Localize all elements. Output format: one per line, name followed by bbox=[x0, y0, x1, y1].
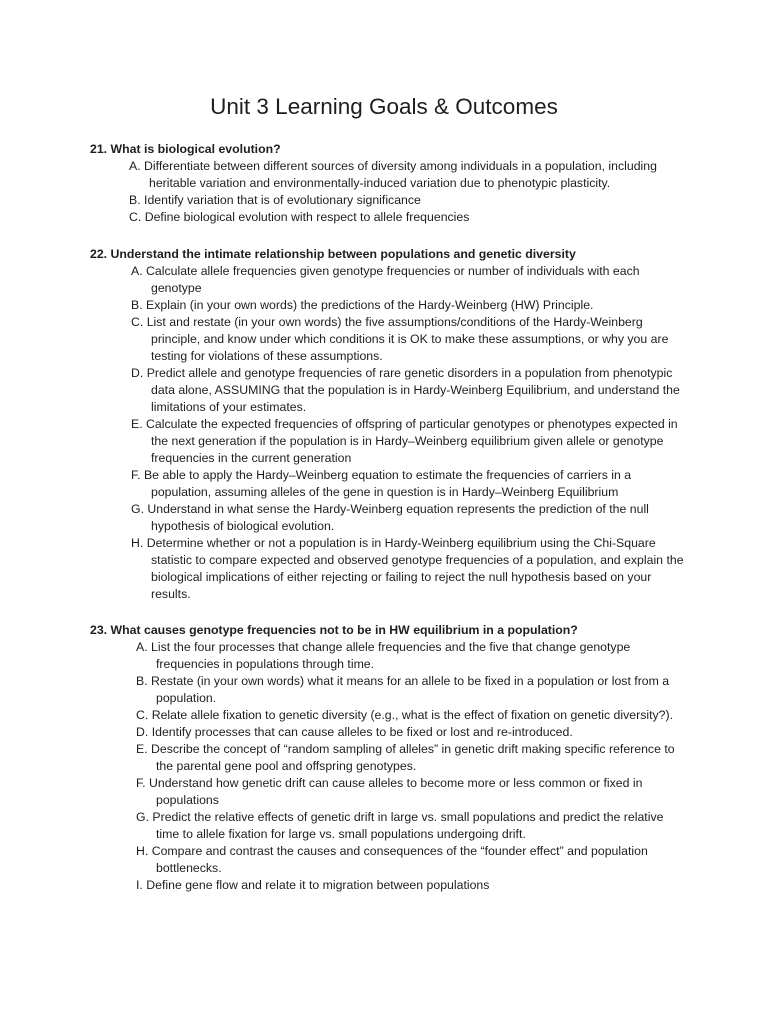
learning-goal-item: F. Be able to apply the Hardy–Weinberg equation to estimate the frequencies of carriers in a population, assuming alleles of the gene in question is in Hardy–Weinberg Equilibrium bbox=[131, 468, 632, 499]
learning-goal-list bbox=[90, 639, 690, 894]
learning-goal-item: F. Understand how genetic drift can cause alleles to become more or less common or fixed in populations bbox=[136, 776, 643, 807]
section-heading: 22. Understand the intimate relationship between populations and genetic diversity bbox=[90, 247, 576, 261]
learning-goal-item: I. Define gene flow and relate it to migration between populations bbox=[136, 878, 490, 892]
learning-goal-item: G. Predict the relative effects of genetic drift in large vs. small populations and predict the relative time to allele fixation for large vs. small populations undergoing drift. bbox=[136, 810, 664, 841]
learning-goal-item: G. Understand in what sense the Hardy-Weinberg equation represents the prediction of the null hypothesis of biological evolution. bbox=[131, 502, 649, 533]
learning-goal-item: A. List the four processes that change allele frequencies and the five that change genotype frequencies in populations through time. bbox=[136, 640, 631, 671]
learning-goal-list bbox=[90, 158, 690, 226]
learning-goal-item: B. Restate (in your own words) what it means for an allele to be fixed in a population or lost from a population. bbox=[136, 674, 670, 705]
learning-goal-item: A. Calculate allele frequencies given genotype frequencies or number of individuals with each genotype bbox=[131, 264, 640, 295]
learning-goal-list bbox=[90, 263, 690, 603]
page-title: Unit 3 Learning Goals & Outcomes bbox=[210, 94, 558, 119]
learning-goal-item: B. Identify variation that is of evolutionary significance bbox=[129, 193, 421, 207]
learning-goal-item: E. Calculate the expected frequencies of offspring of particular genotypes or phenotypes expected in the next generation if the population is in Hardy–Weinberg equilibrium given allele or genotype frequencies in the current generation bbox=[131, 417, 678, 465]
section-23 bbox=[90, 622, 690, 894]
learning-goal-item: C. Define biological evolution with respect to allele frequencies bbox=[129, 210, 470, 224]
learning-goal-item: E. Describe the concept of “random sampling of alleles” in genetic drift making specific reference to the parental gene pool and offspring genotypes. bbox=[136, 742, 675, 773]
learning-goal-item: A. Differentiate between different sources of diversity among individuals in a population, including heritable variation and environmentally-induced variation due to phenotypic plasticity. bbox=[129, 159, 657, 190]
learning-goal-item: D. Predict allele and genotype frequencies of rare genetic disorders in a population from phenotypic data alone, ASSUMING that the population is in Hardy-Weinberg Equilibrium, and understand the limitations of your estimates. bbox=[131, 366, 680, 414]
learning-goal-item: H. Compare and contrast the causes and consequences of the “founder effect” and population bottlenecks. bbox=[136, 844, 648, 875]
learning-goal-item: C. List and restate (in your own words) the five assumptions/conditions of the Hardy-Weinberg principle, and know under which conditions it is OK to make these assumptions, or why you are testing for violations of these assumptions. bbox=[131, 315, 669, 363]
learning-goal-item: D. Identify processes that can cause alleles to be fixed or lost and re-introduced. bbox=[136, 725, 573, 739]
learning-goal-item: B. Explain (in your own words) the predictions of the Hardy-Weinberg (HW) Principle. bbox=[131, 298, 594, 312]
section-21 bbox=[90, 141, 690, 226]
section-heading: 21. What is biological evolution? bbox=[90, 142, 281, 156]
section-heading: 23. What causes genotype frequencies not to be in HW equilibrium in a population? bbox=[90, 623, 578, 637]
section-22 bbox=[90, 246, 690, 603]
learning-goal-item: C. Relate allele fixation to genetic diversity (e.g., what is the effect of fixation on genetic diversity?). bbox=[136, 708, 674, 722]
learning-goal-item: H. Determine whether or not a population is in Hardy-Weinberg equilibrium using the Chi-Square statistic to compare expected and observed genotype frequencies of a population, and explain the biological implications of either rejecting or failing to reject the null hypothesis based on your results. bbox=[131, 536, 684, 601]
